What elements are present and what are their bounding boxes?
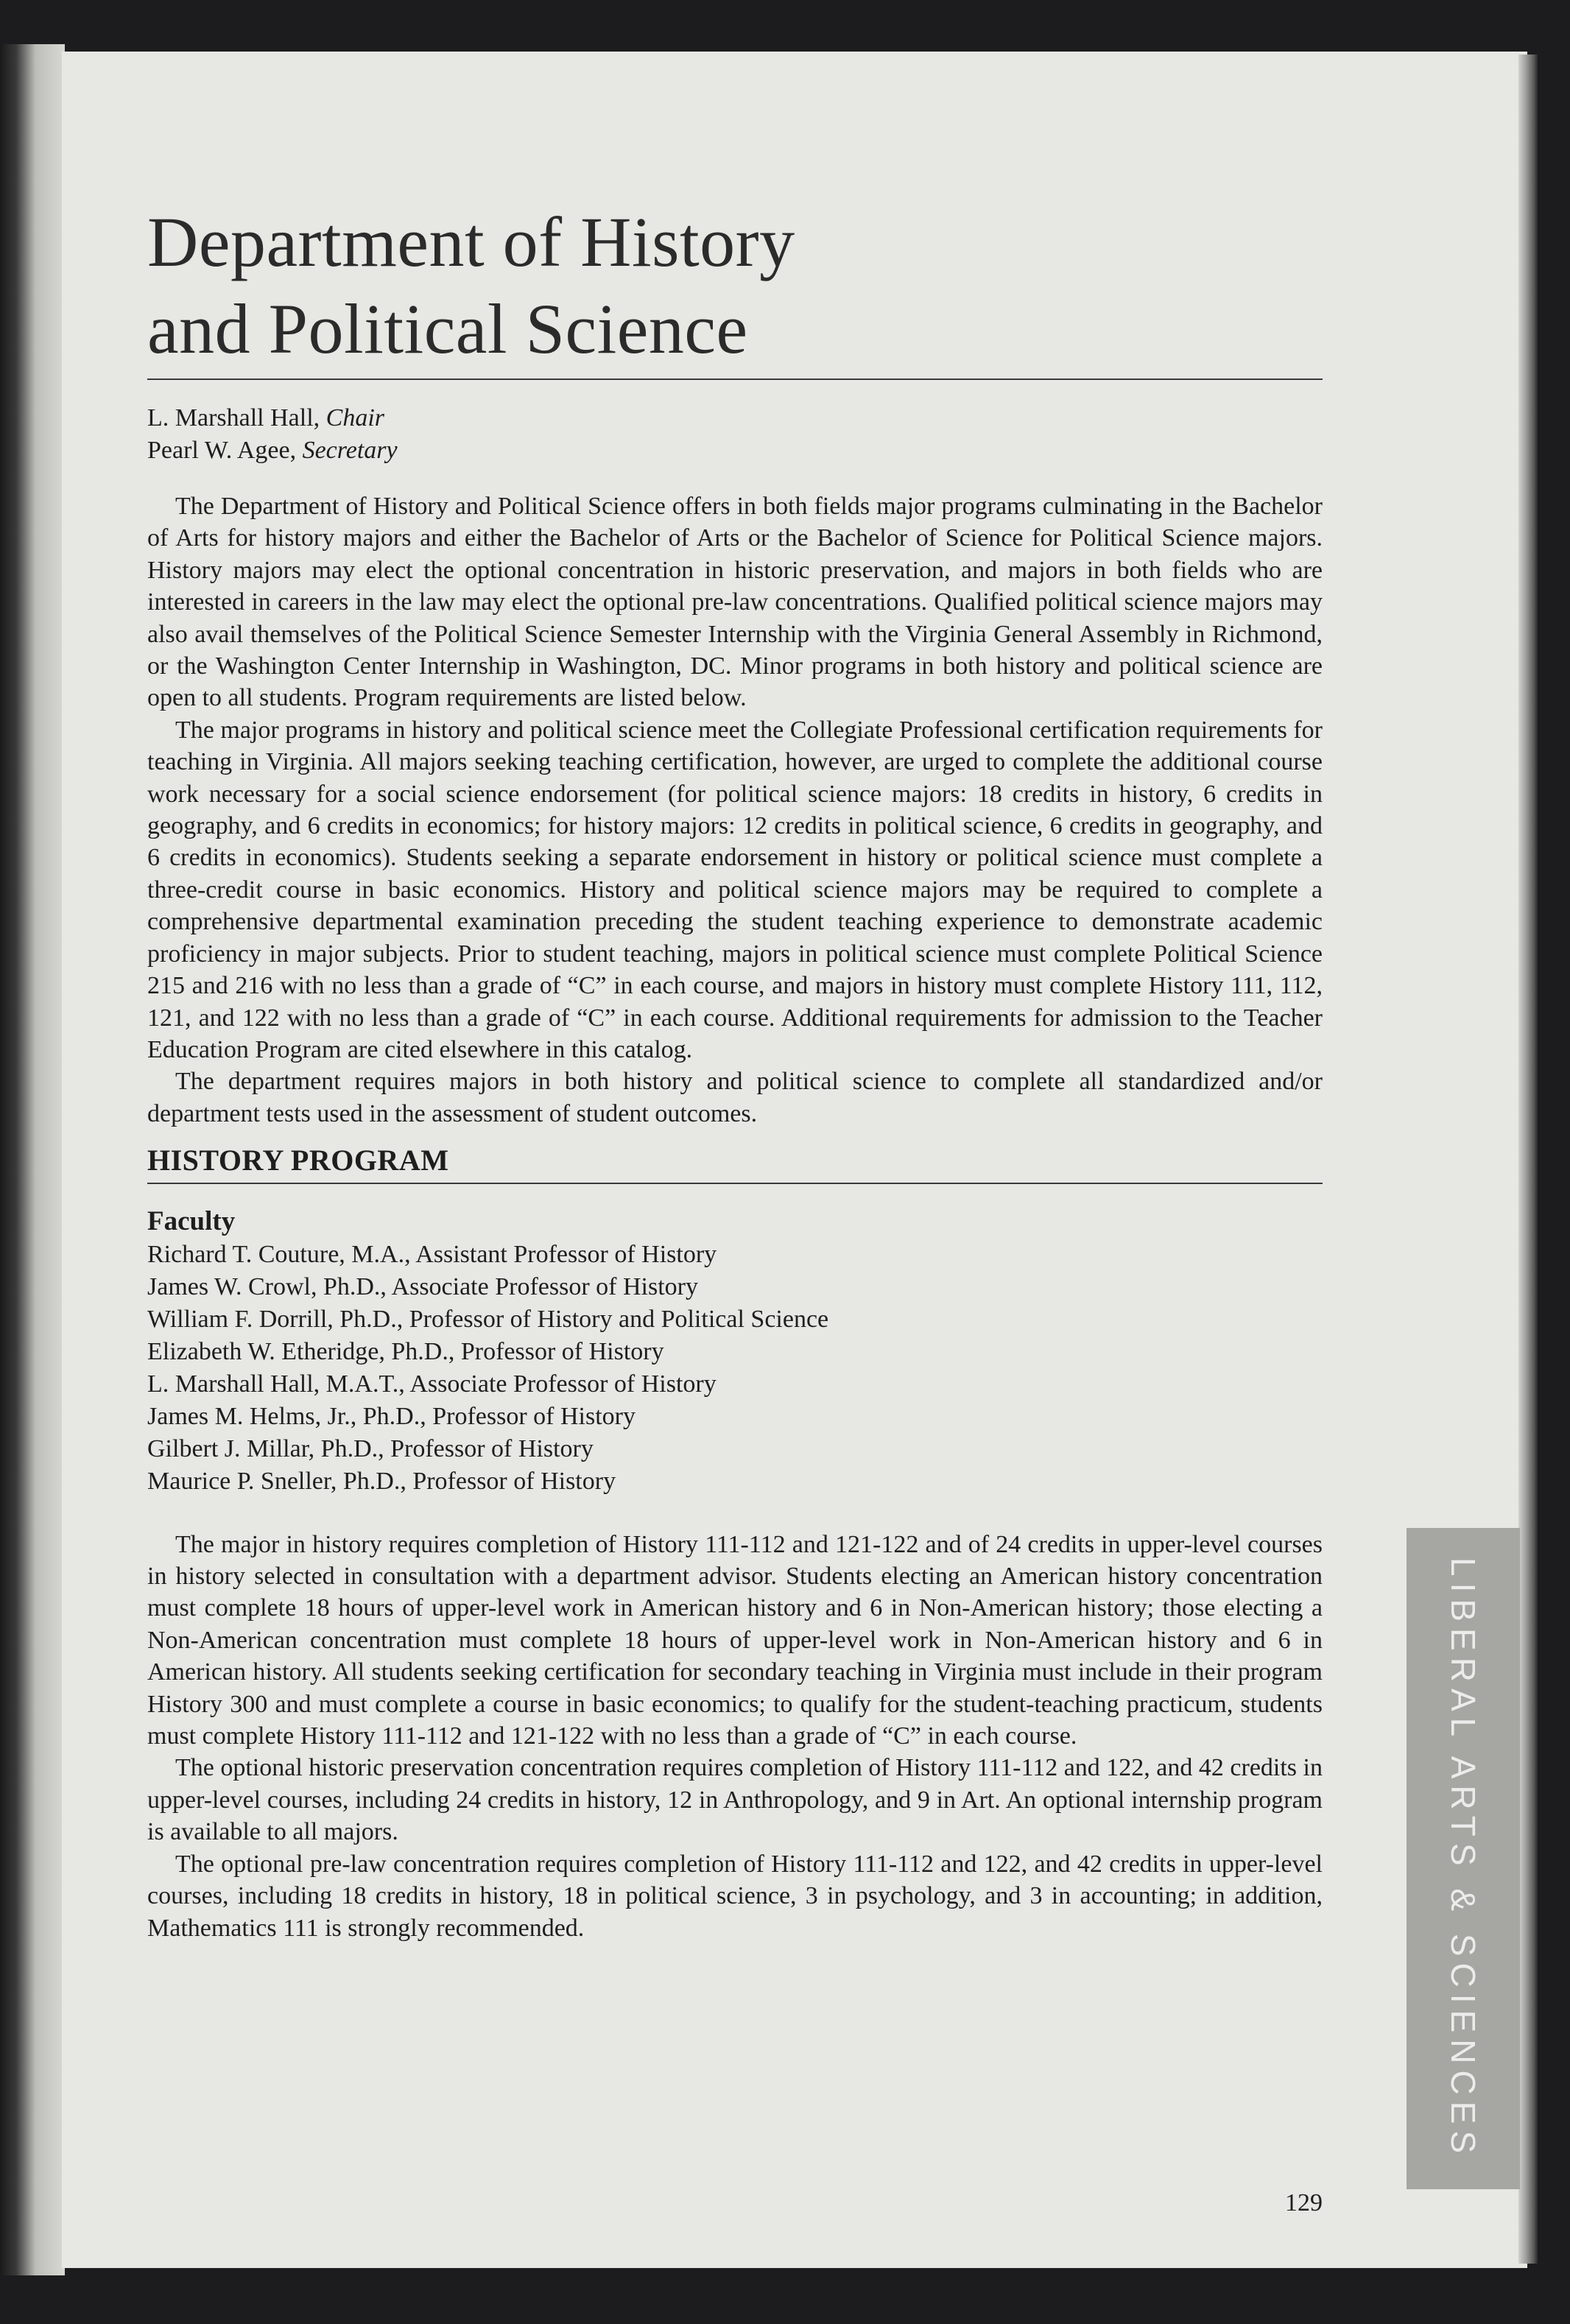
history-program-requirements [147,1529,1323,1944]
scan-left-edge [0,44,65,2275]
page-right-edge [1518,54,1538,2264]
department-staff [147,402,1323,467]
faculty-heading: Faculty [147,1205,236,1236]
intro-paragraph: The major programs in history and political science meet the Collegiate Professional certification requirements for teaching in Virginia. All majors seeking teaching certification, however, are urged to complete the additional course work necessary for a social science endorsement (for political science majors: 18 credits in history, 6 credits in geography, and 6 credits in economics; for history majors: 12 credits in political science, 6 credits in geography, and 6 credits in economics). Students seeking a separate endorsement in history or political science must complete a three-credit course in basic economics. History and political science majors may be required to complete a comprehensive departmental examination preceding the student teaching experience to demonstrate academic proficiency in major subjects. Prior to student teaching, majors in political science must complete Political Science 215 and 216 with no less than a grade of “C” in each course, and majors in history must complete History 111, 112, 121, and 122 with no less than a grade of “C” in each course. Additional requirements for admission to the Teacher Education Program are cited elsewhere in this catalog. [147,716,1323,1063]
faculty-member: James M. Helms, Jr., Ph.D., Professor of History [147,1402,636,1430]
faculty-member: Maurice P. Sneller, Ph.D., Professor of History [147,1467,616,1495]
page-title-line-1: Department of History [147,203,795,281]
page-number: 129 [1285,2189,1323,2216]
page-content [147,199,1323,1944]
faculty-list [147,1239,1323,1498]
faculty-member: William F. Dorrill, Ph.D., Professor of History and Political Science [147,1305,829,1333]
section-rule [147,1183,1323,1184]
staff-name: L. Marshall Hall, [147,404,326,432]
staff-line-secretary [147,434,1323,467]
program-paragraph: The optional historic preservation concentration requires completion of History 111-112 and 122, and 42 credits in upper-level courses, including 24 credits in history, 12 in Anthropology, and 9 in Art. An optional internship program is available to all majors. [147,1754,1323,1846]
intro-section [147,490,1323,1130]
staff-line-chair [147,402,1323,434]
staff-role: Secretary [302,437,398,464]
section-heading-history-program: HISTORY PROGRAM [147,1144,449,1177]
program-paragraph: The optional pre-law concentration requires completion of History 111-112 and 122, and 42 credits in upper-level courses, including 18 credits in history, 18 in political science, 3 in psychology, and 3 in accounting; in addition, Mathematics 111 is strongly recommended. [147,1850,1323,1942]
section-side-tab [1407,1528,1520,2189]
faculty-member: Richard T. Couture, M.A., Assistant Professor of History [147,1240,717,1268]
staff-name: Pearl W. Agee, [147,437,303,464]
faculty-member: James W. Crowl, Ph.D., Associate Professor of History [147,1272,698,1300]
faculty-member: Elizabeth W. Etheridge, Ph.D., Professor of History [147,1337,664,1365]
title-rule [147,378,1323,380]
side-tab-label: LIBERAL ARTS & SCIENCES [1444,1557,1482,2161]
intro-paragraph: The department requires majors in both history and political science to complete all standardized and/or department tests used in the assessment of student outcomes. [147,1068,1323,1127]
page-title-line-2: and Political Science [147,289,748,368]
page-title [147,199,1323,373]
program-paragraph: The major in history requires completion of History 111-112 and 121-122 and of 24 credits in upper-level courses in history selected in consultation with a department advisor. Students electing an American history concentration must complete 18 hours of upper-level work in American history and 6 in Non-American history; those electing a Non-American concentration must complete 18 hours of upper-level work in Non-American history and 6 in American history. All students seeking certification for secondary teaching in Virginia must include in their program History 300 and must complete a course in basic economics; to qualify for the student-teaching practicum, students must complete History 111-112 and 121-122 with no less than a grade of “C” in each course. [147,1530,1323,1750]
intro-paragraph: The Department of History and Political Science offers in both fields major programs culminating in the Bachelor of Arts for history majors and either the Bachelor of Arts or the Bachelor of Science for Political Science majors. History majors may elect the optional concentration in historic preservation, and majors in both fields who are interested in careers in the law may elect the optional pre-law concentrations. Qualified political science majors may also avail themselves of the Political Science Semester Internship with the Virginia General Assembly in Richmond, or the Washington Center Internship in Washington, DC. Minor programs in both history and political science are open to all students. Program requirements are listed below. [147,493,1323,712]
faculty-member: L. Marshall Hall, M.A.T., Associate Professor of History [147,1370,717,1398]
staff-role: Chair [325,404,385,432]
faculty-member: Gilbert J. Millar, Ph.D., Professor of History [147,1434,594,1462]
